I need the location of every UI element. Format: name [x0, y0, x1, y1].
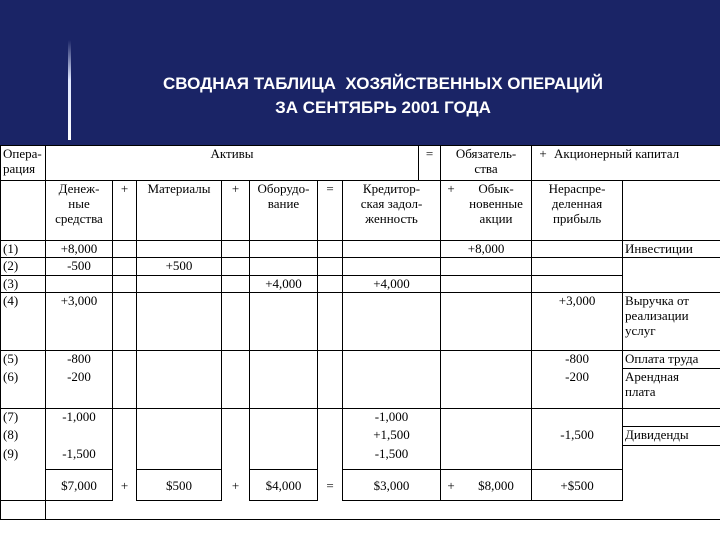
row-7-common [441, 408, 532, 427]
total-materials: $500 [137, 470, 222, 501]
row-5-note: Оплата труда [623, 350, 720, 369]
row-4-retained: +3,000 [532, 293, 623, 350]
row-8-op: (8) [1, 427, 46, 446]
row-8-note: Дивиденды [623, 427, 720, 446]
row-2-payables [343, 258, 441, 276]
row-3-note [623, 275, 720, 293]
column-plus-2: + [222, 181, 250, 240]
row-8-payables: +1,500 [343, 427, 441, 446]
row-4-note: Выручка от реализации услуг [623, 293, 720, 350]
row-4-cash: +3,000 [46, 293, 113, 350]
row-8-cash [46, 427, 113, 446]
row-5-cash: -800 [46, 350, 113, 369]
row-3-equipment: +4,000 [250, 275, 318, 293]
row-1-equipment [250, 240, 318, 258]
header-equity-cell [532, 146, 720, 181]
row-3-cash [46, 275, 113, 293]
row-2-retained [532, 258, 623, 276]
row-5-common [441, 350, 532, 369]
row-8-retained: -1,500 [532, 427, 623, 446]
row-7-retained [532, 408, 623, 427]
row-5-payables [343, 350, 441, 369]
title-line-1: СВОДНАЯ ТАБЛИЦА ХОЗЯЙСТВЕННЫХ ОПЕРАЦИЙ [162, 74, 604, 93]
row-3-retained [532, 275, 623, 293]
column-plus-3: + [447, 181, 455, 197]
row-4-common [441, 293, 532, 350]
row-1-common: +8,000 [441, 240, 532, 258]
column-retained-earnings: Нераспре- деленная прибыль [532, 181, 623, 240]
total-equipment: $4,000 [250, 470, 318, 501]
row-1-cash: +8,000 [46, 240, 113, 258]
total-common: $8,000 [478, 477, 514, 493]
header-operation: Опера- рация [1, 146, 46, 181]
row-5-op: (5) [1, 350, 46, 369]
row-7-equipment [250, 408, 318, 427]
row-5-equipment [250, 350, 318, 369]
operations-table [0, 145, 720, 520]
header-assets: Активы [46, 146, 419, 181]
row-6-payables [343, 369, 441, 408]
row-8-materials [137, 427, 222, 446]
row-1-op: (1) [1, 240, 46, 258]
row-6-retained: -200 [532, 369, 623, 408]
page-title [0, 72, 720, 120]
column-plus-1: + [113, 181, 137, 240]
column-equipment: Оборудо- вание [250, 181, 318, 240]
row-9-retained [532, 446, 623, 464]
column-equals: = [318, 181, 343, 240]
row-2-materials: +500 [137, 258, 222, 276]
row-9-materials [137, 446, 222, 464]
column-payables: Кредитор- ская задол- женность [343, 181, 441, 240]
row-1-materials [137, 240, 222, 258]
row-2-equipment [250, 258, 318, 276]
row-5-materials [137, 350, 222, 369]
row-9-note [623, 446, 720, 464]
row-2-common [441, 258, 532, 276]
row-5-retained: -800 [532, 350, 623, 369]
row-1-retained [532, 240, 623, 258]
total-cash: $7,000 [46, 470, 113, 501]
row-1-note: Инвестиции [623, 240, 720, 258]
row-9-common [441, 446, 532, 464]
row-1-payables [343, 240, 441, 258]
title-banner [0, 0, 720, 145]
column-cash: Денеж- ные средства [46, 181, 113, 240]
row-6-equipment [250, 369, 318, 408]
row-3-common [441, 275, 532, 293]
column-header-blank [1, 181, 46, 240]
row-2-cash: -500 [46, 258, 113, 276]
total-plus-1: + [120, 477, 129, 493]
column-note-blank [623, 181, 720, 240]
row-7-note [623, 408, 720, 427]
row-7-op: (7) [1, 408, 46, 427]
row-4-op: (4) [1, 293, 46, 350]
row-7-cash: -1,000 [46, 408, 113, 427]
row-6-cash: -200 [46, 369, 113, 408]
column-equity-plus-cell [441, 181, 532, 240]
total-plus-3: + [447, 477, 455, 493]
column-common-stock: Обык- новенные акции [469, 181, 523, 227]
row-4-equipment [250, 293, 318, 350]
total-retained: +$500 [532, 470, 623, 501]
row-9-cash: -1,500 [46, 446, 113, 464]
row-9-op: (9) [1, 446, 46, 464]
row-6-common [441, 369, 532, 408]
row-7-materials [137, 408, 222, 427]
row-8-common [441, 427, 532, 446]
row-9-equipment [250, 446, 318, 464]
row-6-op: (6) [1, 369, 46, 408]
total-payables: $3,000 [343, 470, 441, 501]
row-3-materials [137, 275, 222, 293]
row-3-payables: +4,000 [343, 275, 441, 293]
total-common-cell [441, 470, 532, 501]
header-equals-sign: = [419, 146, 441, 181]
row-9-payables: -1,500 [343, 446, 441, 464]
row-4-payables [343, 293, 441, 350]
row-2-note [623, 258, 720, 276]
header-liabilities: Обязатель- ства [441, 146, 532, 181]
header-plus-sign: + [539, 146, 547, 161]
total-equals: = [326, 477, 334, 493]
total-plus-2: + [231, 477, 240, 493]
title-line-2: ЗА СЕНТЯБРЬ 2001 ГОДА [275, 98, 491, 117]
row-7-payables: -1,000 [343, 408, 441, 427]
row-2-op: (2) [1, 258, 46, 276]
row-6-materials [137, 369, 222, 408]
row-4-materials [137, 293, 222, 350]
row-8-equipment [250, 427, 318, 446]
column-materials: Материалы [137, 181, 222, 240]
row-3-op: (3) [1, 275, 46, 293]
header-equity: Акционерный капитал [554, 146, 680, 161]
row-6-note: Арендная плата [623, 369, 720, 408]
